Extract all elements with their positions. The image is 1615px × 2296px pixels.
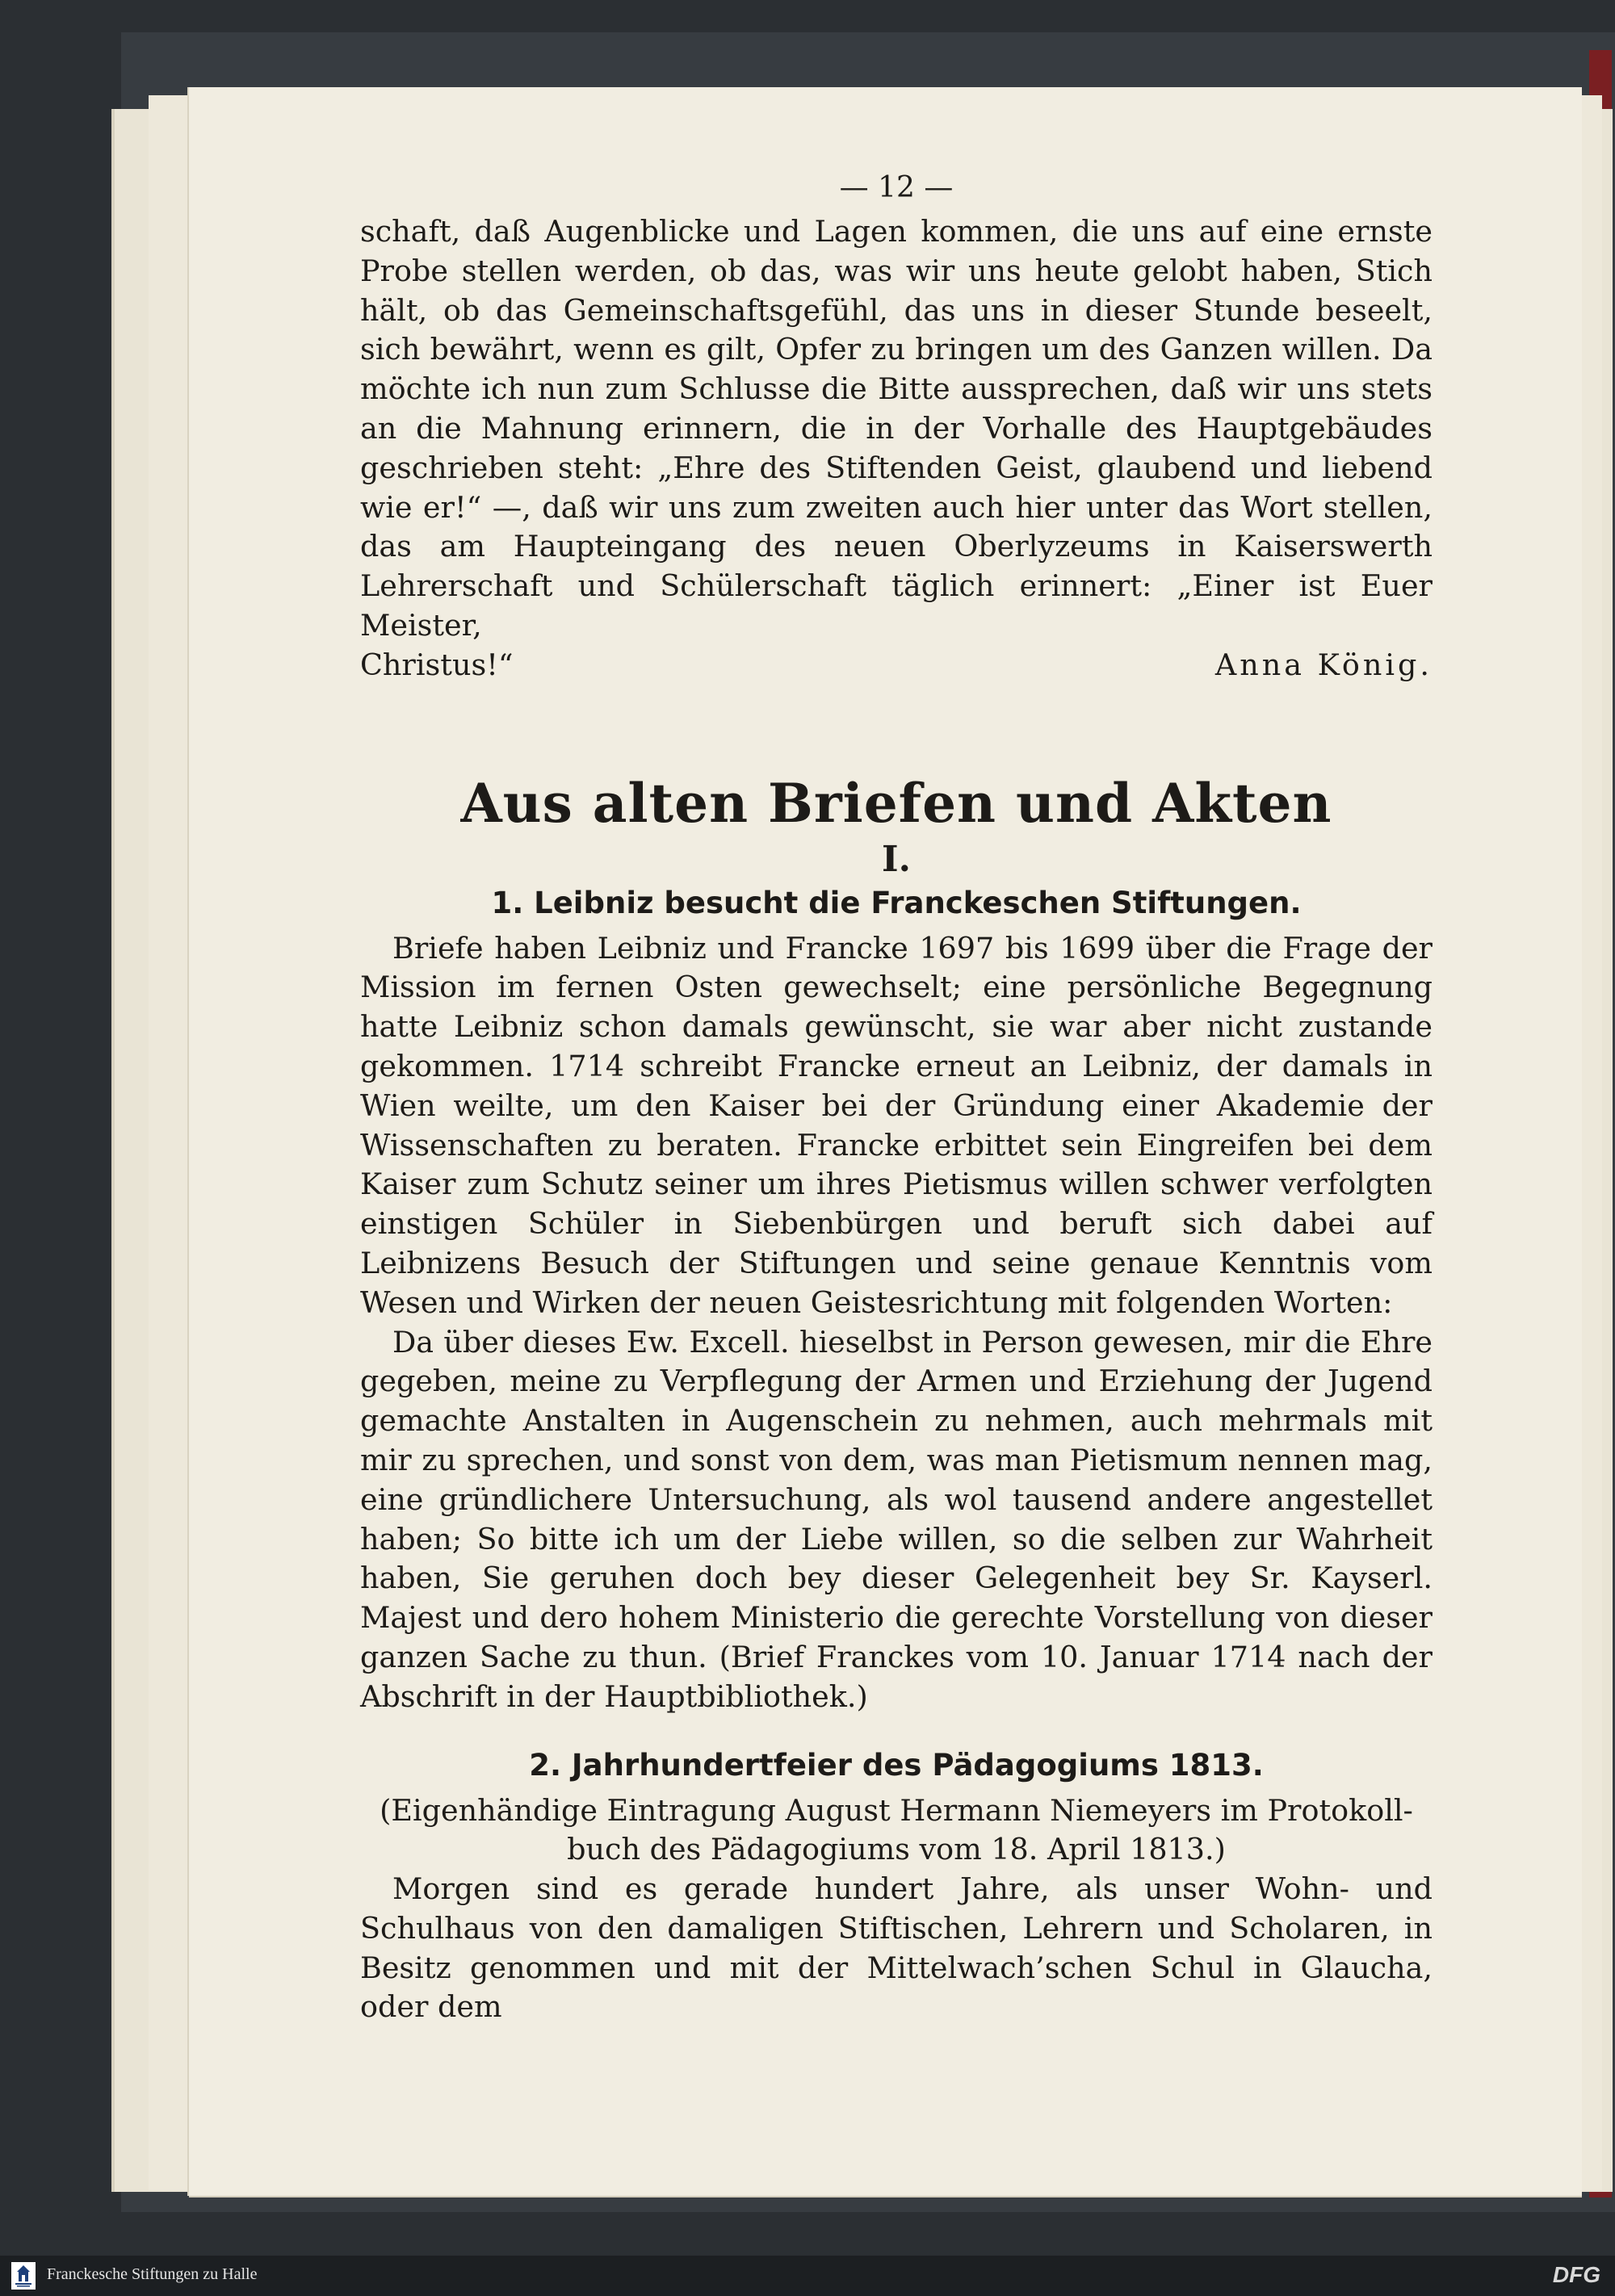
stiftung-logo-icon [11,2262,36,2290]
institution-name: Franckesche Stiftungen zu Halle [47,2265,258,2283]
section-1-paragraph-1: Briefe haben Leibniz und Francke 1697 bis 1699 über die Frage der Mission im fernen Osten gewechselt; eine persönliche Begegnung hatte Leibniz schon damals gewünscht, sie war aber nicht zustande gekommen. 1714 schreibt Francke erneut an Leibniz, der damals in Wien weilte, um den Kaiser bei der Gründung einer Akademie der Wissenschaften zu beraten. Francke erbittet sein Eingreifen bei dem Kaiser zum Schutz seiner um ihres Pietismus willen schwer verfolgten einstigen Schüler in Siebenbürgen und beruft sich dabei auf Leibnizens Besuch der Stiftungen und seine genaue Kenntnis vom Wesen und Wirken der neuen Geistesrichtung mit folgenden Worten: [360,930,1433,1320]
document-page [189,87,1582,2196]
section-2-note-line-1: (Eigenhändige Eintragung August Hermann Niemeyers im Protokoll- [380,1792,1413,1828]
part-number: I. [882,838,911,880]
page-content [360,164,1433,2027]
dfg-logo: DFG [1552,2262,1600,2287]
section-2-title: 2. Jahrhundertfeier des Pädagogiums 1813. [529,1747,1264,1783]
intro-paragraph: schaft, daß Augenblicke und Lagen kommen, die uns auf eine ernste Probe stellen werden, ob das, was wir uns heute gelobt haben, Stich hält, ob das Gemeinschaftsgefühl, das uns in dieser Stunde beseelt, sich bewährt, wenn es gilt, Opfer zu bringen um des Ganzen willen. Da möchte ich nun zum Schlusse die Bitte aussprechen, daß wir uns stets an die Mahnung erinnern, die in der Vorhalle des Hauptgebäudes geschrieben steht: „Ehre des Stiftenden Geist, glaubend und liebend wie er!“ —, daß wir uns zum zweiten auch hier unter das Wort stellen, das am Haupteingang des neuen Oberlyzeums in Kaiserswerth Lehrerschaft und Schülerschaft täglich erinnert: „Einer ist Euer Meister, [360,214,1433,643]
article-headline: Aus alten Briefen und Akten [460,771,1332,835]
signature-line [360,646,1433,685]
section-2-paragraph-1: Morgen sind es gerade hundert Jahre, als unser Wohn- und Schulhaus von den damaligen Stiftischen, Lehrern und Scholaren, in Besitz genommen und mit der Mittelwach’schen Schul in Glaucha, oder dem [360,1871,1433,2025]
author-signature: Anna König. [1214,647,1433,682]
page-number: — 12 — [839,171,954,204]
section-1-title: 1. Leibniz besucht die Franckeschen Stiftungen. [491,885,1302,920]
section-1-quote: Da über dieses Ew. Excell. hieselbst in Person gewesen, mir die Ehre gegeben, meine zu Verpflegung der Armen und Erziehung der Jugend gemachte Anstalten in Augenschein zu nehmen, auch mehrmals mit mir zu sprechen, und sonst von dem, was man Pietismum nennen mag, eine gründlichere Untersuchung, als wol tausend andere angestellet haben; So bitte ich um der Liebe willen, so die selben zur Wahrheit haben, Sie geruhen doch bey dieser Gelegenheit bey Sr. Kayserl. Majest und dero hohem Ministerio die gerechte Vorstellung von dieser ganzen Sache zu thun. (Brief Franckes vom 10. Januar 1714 nach der Abschrift in der Hauptbibliothek.) [360,1324,1433,1714]
section-2-note-line-2: buch des Pädagogiums vom 18. April 1813.) [567,1832,1226,1867]
viewer-footer [0,2256,1615,2296]
intro-last-line: Christus!“ [360,647,514,682]
